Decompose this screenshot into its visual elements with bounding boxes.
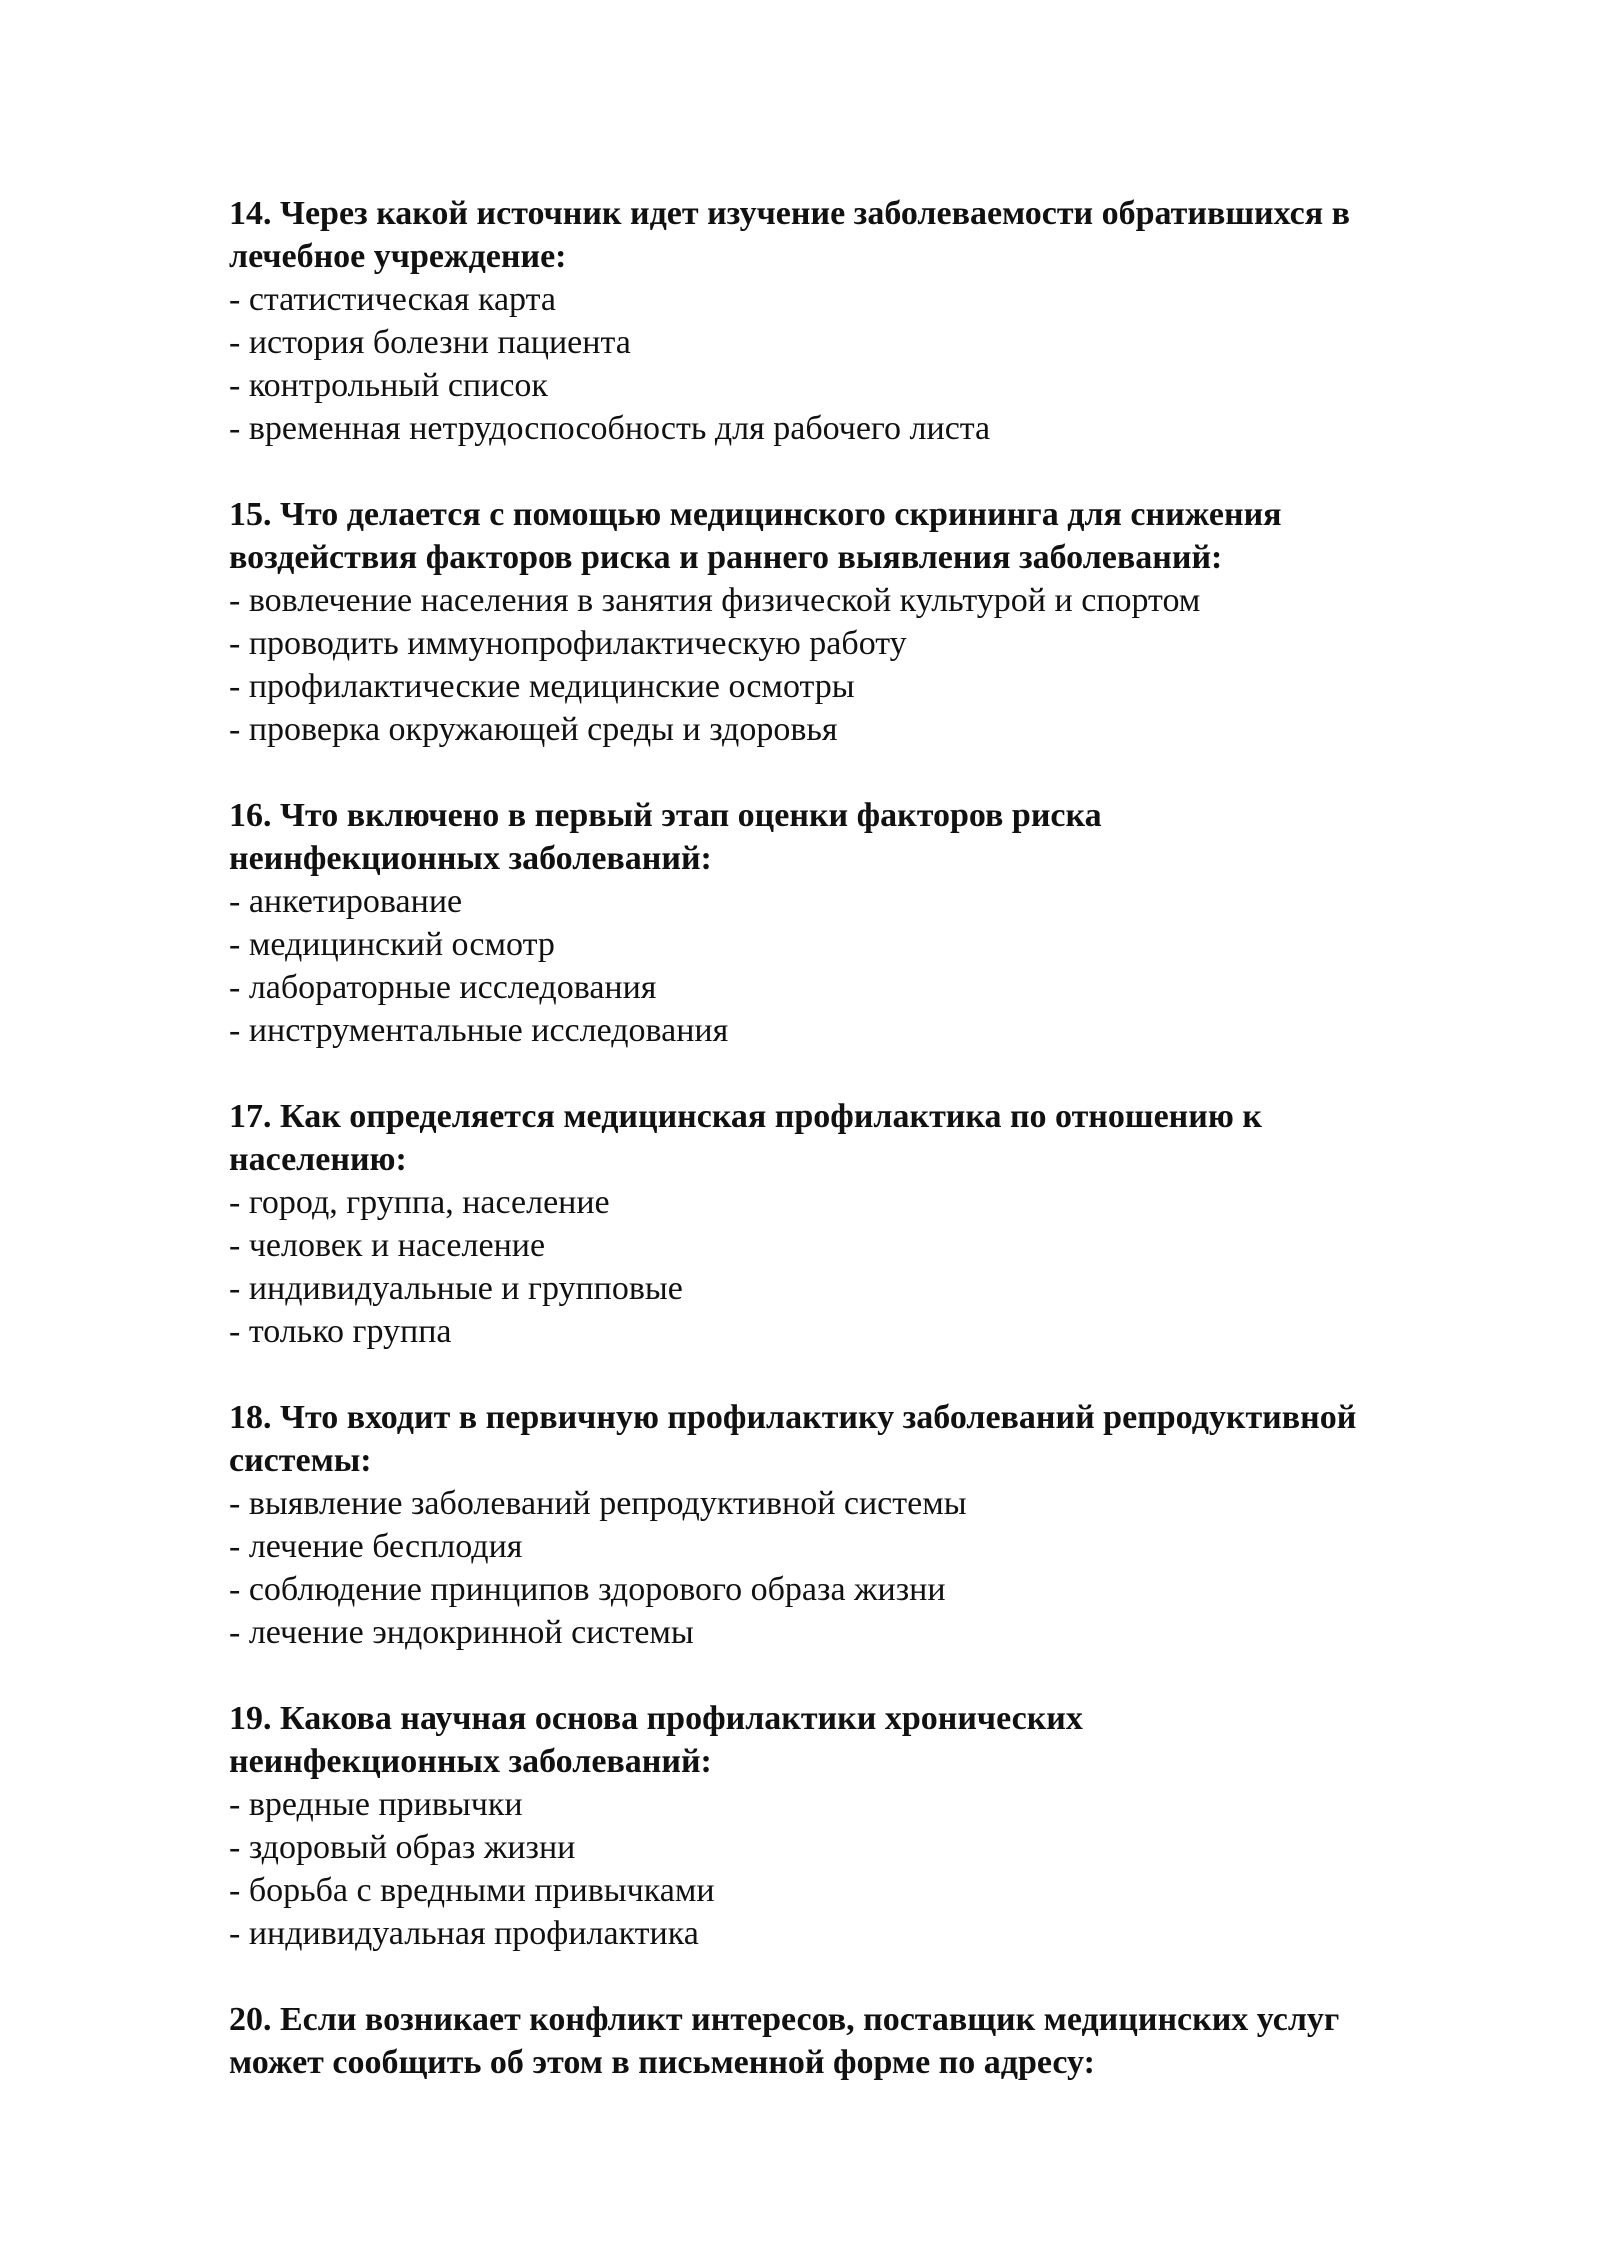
question-title: 20. Если возникает конфликт интересов, поставщик медицинских услуг может сообщить об этом в письменной форме по адресу:: [229, 2001, 1340, 2081]
question-19: [229, 1697, 1529, 1955]
answer-option: - соблюдение принципов здорового образа жизни: [229, 1571, 946, 1608]
answer-option: - инструментальные исследования: [229, 1012, 729, 1049]
answer-option: - вредные привычки: [229, 1786, 523, 1823]
answer-option: - лабораторные исследования: [229, 969, 657, 1006]
answer-option: - статистическая карта: [229, 281, 556, 318]
question-title: 15. Что делается с помощью медицинского скрининга для снижения воздействия факторов риска и раннего выявления заболеваний:: [229, 496, 1282, 576]
answer-option: - анкетирование: [229, 883, 463, 920]
question-title: 16. Что включено в первый этап оценки факторов риска неинфекционных заболеваний:: [229, 797, 1102, 877]
answer-option: - проводить иммунопрофилактическую работу: [229, 625, 907, 662]
answer-option: - индивидуальные и групповые: [229, 1270, 683, 1307]
answer-option: - лечение эндокринной системы: [229, 1614, 694, 1651]
question-17: [229, 1095, 1529, 1353]
question-15: [229, 493, 1529, 751]
answer-option: - выявление заболеваний репродуктивной системы: [229, 1485, 967, 1522]
answer-list: [229, 579, 1529, 751]
answer-option: - контрольный список: [229, 367, 548, 404]
answer-option: - только группа: [229, 1313, 452, 1350]
answer-option: - медицинский осмотр: [229, 926, 555, 963]
answer-option: - город, группа, население: [229, 1184, 610, 1221]
answer-list: [229, 1482, 1529, 1654]
answer-option: - проверка окружающей среды и здоровья: [229, 711, 838, 748]
answer-list: [229, 880, 1529, 1052]
document-page: [229, 192, 1529, 2127]
answer-list: [229, 1181, 1529, 1353]
answer-list: [229, 1783, 1529, 1955]
question-title: 14. Через какой источник идет изучение заболеваемости обратившихся в лечебное учреждение:: [229, 195, 1350, 275]
question-title: 17. Как определяется медицинская профилактика по отношению к населению:: [229, 1098, 1262, 1178]
answer-option: - борьба с вредными привычками: [229, 1872, 715, 1909]
answer-option: - история болезни пациента: [229, 324, 631, 361]
question-20: [229, 1998, 1529, 2084]
answer-list: [229, 278, 1529, 450]
answer-option: - временная нетрудоспособность для рабочего листа: [229, 410, 991, 447]
answer-option: - человек и население: [229, 1227, 546, 1264]
question-14: [229, 192, 1529, 450]
answer-option: - профилактические медицинские осмотры: [229, 668, 855, 705]
question-title: 19. Какова научная основа профилактики хронических неинфекционных заболеваний:: [229, 1700, 1083, 1780]
answer-option: - вовлечение населения в занятия физической культурой и спортом: [229, 582, 1201, 619]
question-title: 18. Что входит в первичную профилактику заболеваний репродуктивной системы:: [229, 1399, 1357, 1479]
answer-option: - лечение бесплодия: [229, 1528, 523, 1565]
question-16: [229, 794, 1529, 1052]
question-18: [229, 1396, 1529, 1654]
answer-option: - здоровый образ жизни: [229, 1829, 576, 1866]
answer-option: - индивидуальная профилактика: [229, 1915, 699, 1952]
